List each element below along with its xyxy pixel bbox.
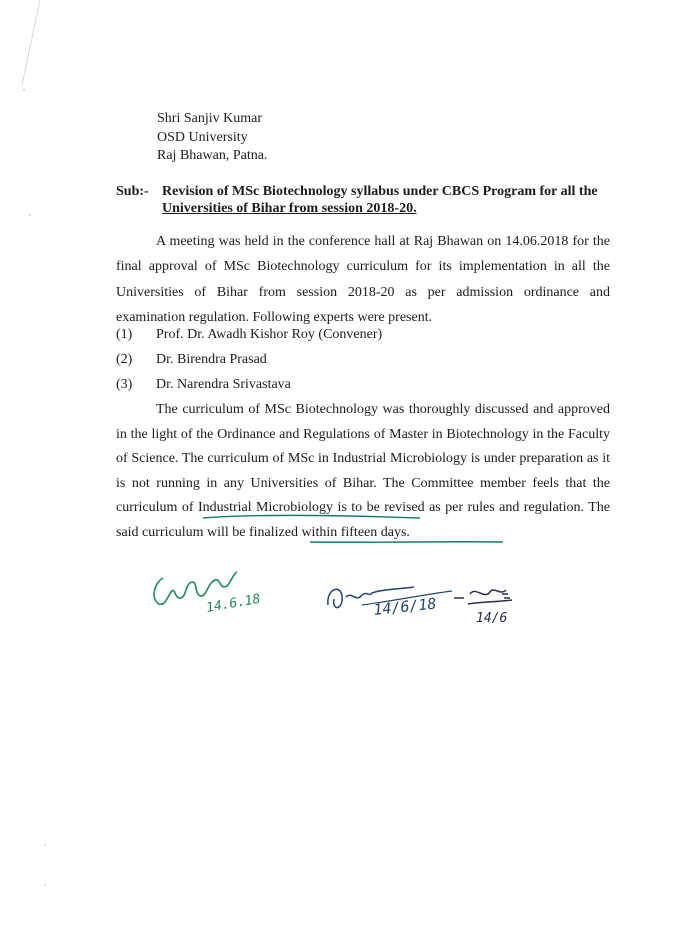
handwritten-underline — [195, 512, 515, 552]
recipient-location: Raj Bhawan, Patna. — [157, 148, 268, 163]
scan-margin-mark — [0, 0, 60, 931]
signature-1 — [145, 560, 285, 620]
expert-item — [116, 352, 267, 368]
expert-item — [116, 327, 382, 343]
expert-number: (2) — [116, 352, 133, 367]
recipient-address — [157, 110, 267, 166]
expert-number: (1) — [116, 327, 133, 342]
subject-line-2: Universities of Bihar from session 2018-20. — [162, 201, 417, 216]
recipient-name: Shri Sanjiv Kumar — [157, 111, 262, 126]
meeting-paragraph: A meeting was held in the conference hall at Raj Bhawan on 14.06.2018 for the final approval of MSc Biotechnology curriculum for its implementation in all the Universities of Bihar from session 2018-20 as per admission ordinance and examination regulation. Following experts were present. — [116, 234, 610, 326]
expert-item — [116, 377, 291, 393]
subject-line-1: Revision of MSc Biotechnology syllabus under CBCS Program for all the — [162, 184, 598, 199]
expert-name: Prof. Dr. Awadh Kishor Roy (Convener) — [156, 327, 383, 342]
expert-name: Dr. Narendra Srivastava — [156, 377, 291, 392]
signature-3-date: 14/6 — [476, 611, 508, 626]
subject-label: Sub:- — [116, 184, 149, 199]
signature-3 — [450, 580, 530, 630]
expert-number: (3) — [116, 377, 133, 392]
expert-name: Dr. Birendra Prasad — [156, 352, 267, 367]
recipient-designation: OSD University — [157, 129, 248, 145]
signature-2-date: 14/6/18 — [372, 594, 438, 619]
signature-1-date: 14.6.18 — [205, 591, 262, 616]
decision-paragraph: The curriculum of MSc Biotechnology was thoroughly discussed and approved in the light of the Ordinance and Regulations of Master in Biotechnology in the Faculty of Science. The curriculum of MSc in Industrial Microbiology is under preparation as it is not running in any Universities of Bihar. The Committee member feels that the curriculum of Industrial Microbiology is to be revised as per rules and regulation. The said curriculum will be finalized within fifteen days. — [116, 402, 610, 540]
